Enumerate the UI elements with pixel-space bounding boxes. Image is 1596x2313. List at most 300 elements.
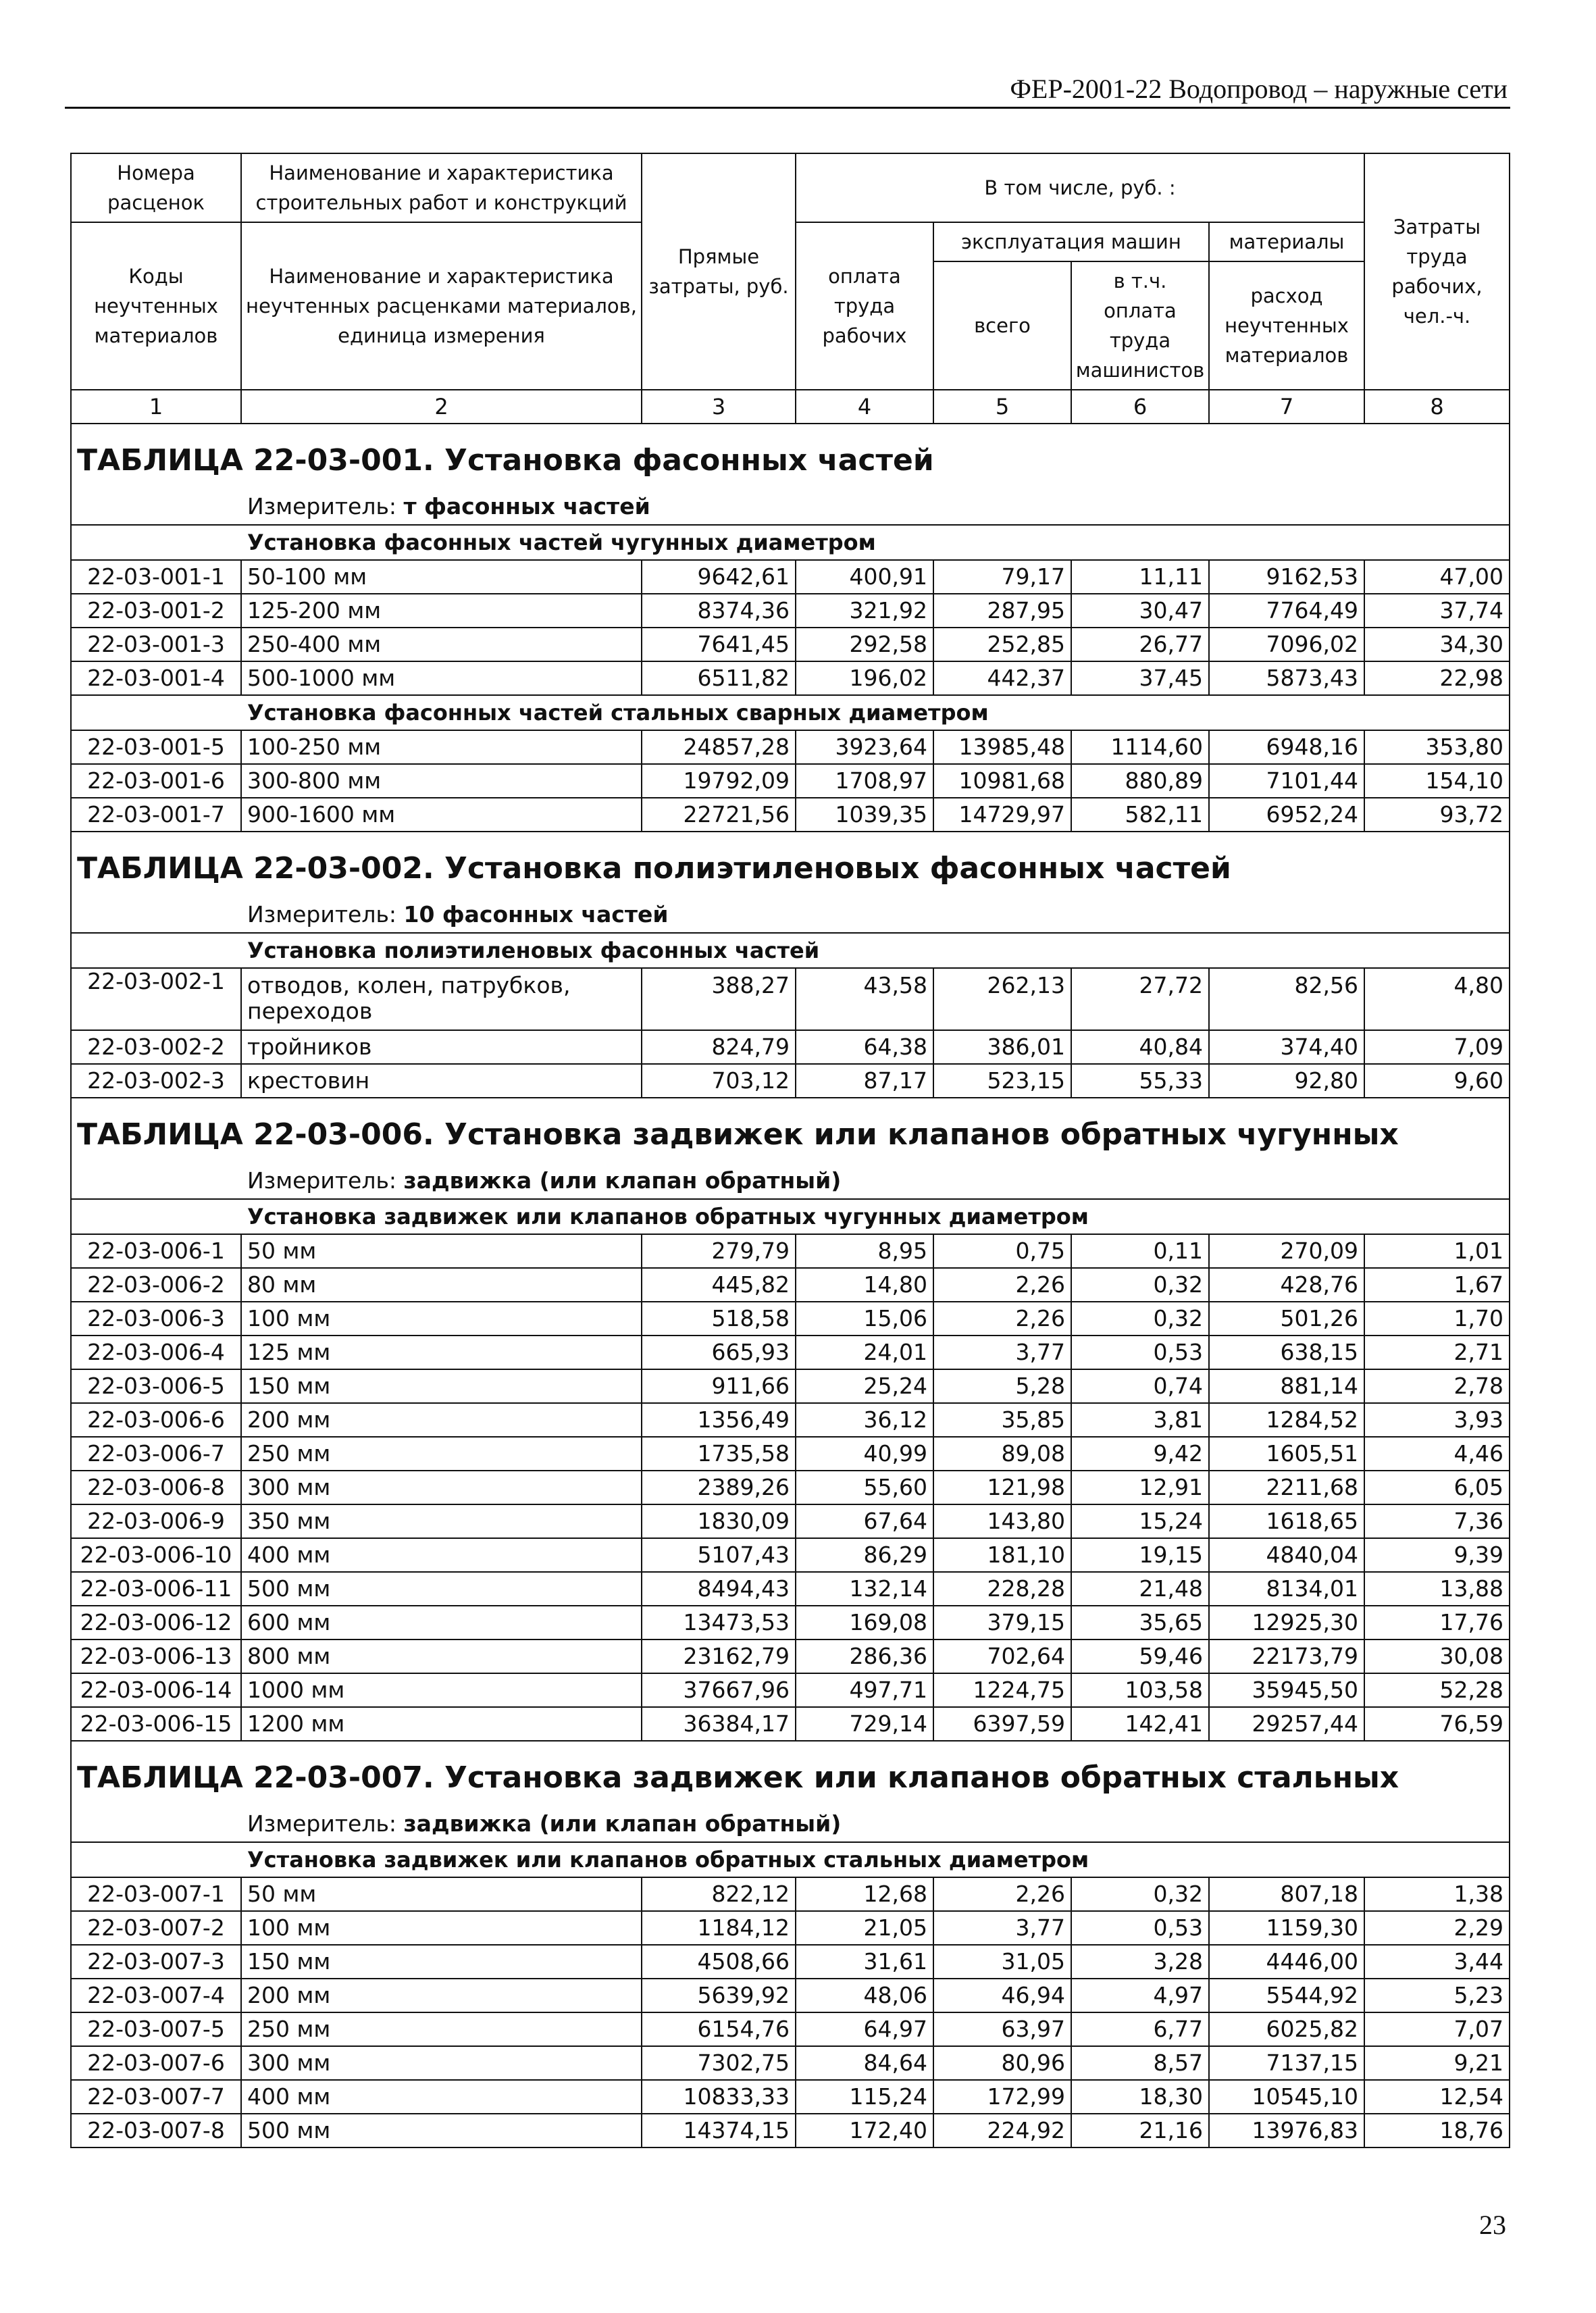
machinist-pay: 0,53 [1071,1336,1209,1369]
machinist-pay: 6,77 [1071,2012,1209,2046]
direct-cost: 518,58 [642,1302,796,1336]
col-number: 6 [1071,390,1209,424]
machines-total: 172,99 [933,2080,1071,2114]
measure-label: Измеритель: [247,1810,404,1837]
measure-row [71,1806,1510,1842]
direct-cost: 22721,56 [642,798,796,832]
direct-cost: 19792,09 [642,764,796,798]
materials-header: материалы [1209,222,1364,261]
materials-cost: 1618,65 [1209,1504,1364,1538]
table-row [71,1606,1510,1640]
col-number: 1 [71,390,241,424]
materials-cost: 638,15 [1209,1336,1364,1369]
labor-hours: 2,71 [1364,1336,1510,1369]
work-name: 250 мм [241,1437,642,1471]
table-row [71,1302,1510,1336]
labor-pay: 497,71 [796,1673,933,1707]
direct-cost: 8374,36 [642,594,796,628]
rate-code: 22-03-006-9 [71,1504,241,1538]
labor-pay: 14,80 [796,1268,933,1302]
machinist-pay: 582,11 [1071,798,1209,832]
labor-pay: 48,06 [796,1979,933,2012]
direct-cost: 445,82 [642,1268,796,1302]
machinist-pay: 9,42 [1071,1437,1209,1471]
work-name: 50-100 мм [241,560,642,594]
labor-hours: 30,08 [1364,1640,1510,1673]
work-name: 125 мм [241,1336,642,1369]
machines-total: 0,75 [933,1234,1071,1268]
labor-hours: 17,76 [1364,1606,1510,1640]
col6-header: в т.ч. оплата труда машинистов [1071,261,1209,390]
labor-pay: 172,40 [796,2114,933,2147]
rate-code: 22-03-001-6 [71,764,241,798]
machinist-pay: 55,33 [1071,1064,1209,1098]
machines-total: 252,85 [933,628,1071,661]
work-name: 400 мм [241,2080,642,2114]
group-subtitle-row [71,695,1510,730]
rate-code: 22-03-006-7 [71,1437,241,1471]
materials-cost: 428,76 [1209,1268,1364,1302]
machinist-pay: 0,53 [1071,1911,1209,1945]
measure-value: т фасонных частей [403,493,650,519]
machines-total: 2,26 [933,1268,1071,1302]
rate-code: 22-03-007-1 [71,1877,241,1911]
table-title: ТАБЛИЦА 22-03-007. Установка задвижек или клапанов обратных стальных [71,1741,1510,1806]
rate-code: 22-03-007-7 [71,2080,241,2114]
machines-total: 1224,75 [933,1673,1071,1707]
labor-pay: 115,24 [796,2080,933,2114]
direct-cost: 1184,12 [642,1911,796,1945]
table-title: ТАБЛИЦА 22-03-002. Установка полиэтиленовых фасонных частей [71,832,1510,897]
labor-hours: 9,39 [1364,1538,1510,1572]
measure-value: задвижка (или клапан обратный) [403,1167,842,1194]
labor-hours: 52,28 [1364,1673,1510,1707]
group-subtitle-cell [71,1199,1510,1234]
col1-bottom-header: Коды неучтенных материалов [71,222,241,390]
group-subtitle-cell [71,1842,1510,1877]
measure-value: 10 фасонных частей [403,901,669,927]
rate-code: 22-03-006-5 [71,1369,241,1403]
materials-cost: 6948,16 [1209,730,1364,764]
direct-cost: 9642,61 [642,560,796,594]
work-name: тройников [241,1030,642,1064]
labor-hours: 1,01 [1364,1234,1510,1268]
table-row [71,594,1510,628]
measure-text [77,1807,841,1841]
materials-cost: 1284,52 [1209,1403,1364,1437]
labor-pay: 1039,35 [796,798,933,832]
labor-pay: 132,14 [796,1572,933,1606]
work-name: 500 мм [241,1572,642,1606]
rate-code: 22-03-006-3 [71,1302,241,1336]
materials-cost: 6025,82 [1209,2012,1364,2046]
materials-cost: 29257,44 [1209,1707,1364,1741]
table-head [71,153,1510,424]
labor-hours: 4,80 [1364,968,1510,1030]
col-number: 2 [241,390,642,424]
table-title: ТАБЛИЦА 22-03-001. Установка фасонных частей [71,424,1510,489]
labor-hours: 9,21 [1364,2046,1510,2080]
labor-hours: 5,23 [1364,1979,1510,2012]
machines-total: 121,98 [933,1471,1071,1504]
direct-cost: 36384,17 [642,1707,796,1741]
table-row [71,1707,1510,1741]
rate-code: 22-03-006-15 [71,1707,241,1741]
rate-code: 22-03-001-4 [71,661,241,695]
materials-cost: 7137,15 [1209,2046,1364,2080]
direct-cost: 2389,26 [642,1471,796,1504]
col-number: 7 [1209,390,1364,424]
machinist-pay: 21,16 [1071,2114,1209,2147]
group-subtitle-row [71,525,1510,560]
labor-hours: 3,44 [1364,1945,1510,1979]
work-name: 300 мм [241,2046,642,2080]
work-name: 150 мм [241,1369,642,1403]
labor-pay: 8,95 [796,1234,933,1268]
direct-cost: 824,79 [642,1030,796,1064]
work-name: крестовин [241,1064,642,1098]
direct-cost: 8494,43 [642,1572,796,1606]
rate-code: 22-03-002-2 [71,1030,241,1064]
labor-pay: 31,61 [796,1945,933,1979]
materials-cost: 22173,79 [1209,1640,1364,1673]
labor-hours: 2,29 [1364,1911,1510,1945]
labor-pay: 1708,97 [796,764,933,798]
machines-total: 379,15 [933,1606,1071,1640]
table-row [71,1945,1510,1979]
materials-cost: 92,80 [1209,1064,1364,1098]
work-name: 100 мм [241,1911,642,1945]
machinist-pay: 18,30 [1071,2080,1209,2114]
labor-hours: 6,05 [1364,1471,1510,1504]
rate-code: 22-03-002-1 [71,968,241,1030]
machines-total: 10981,68 [933,764,1071,798]
group-subtitle-row [71,1842,1510,1877]
direct-cost: 665,93 [642,1336,796,1369]
machines-total: 2,26 [933,1877,1071,1911]
labor-pay: 321,92 [796,594,933,628]
rate-code: 22-03-001-7 [71,798,241,832]
labor-hours: 1,67 [1364,1268,1510,1302]
machinist-pay: 21,48 [1071,1572,1209,1606]
rate-code: 22-03-007-6 [71,2046,241,2080]
group-subtitle-cell [71,695,1510,730]
labor-pay: 169,08 [796,1606,933,1640]
work-name: 125-200 мм [241,594,642,628]
direct-cost: 6511,82 [642,661,796,695]
direct-cost: 703,12 [642,1064,796,1098]
materials-cost: 270,09 [1209,1234,1364,1268]
table-row [71,1979,1510,2012]
materials-cost: 501,26 [1209,1302,1364,1336]
work-name: 500-1000 мм [241,661,642,695]
labor-hours: 12,54 [1364,2080,1510,2114]
machines-total: 523,15 [933,1064,1071,1098]
machines-total: 31,05 [933,1945,1071,1979]
labor-hours: 7,09 [1364,1030,1510,1064]
table-row [71,1911,1510,1945]
machines-total: 3,77 [933,1336,1071,1369]
work-name: 800 мм [241,1640,642,1673]
measure-label: Измеритель: [247,901,404,927]
col7-header: расход неучтенных материалов [1209,261,1364,390]
group-subtitle-row [71,1199,1510,1234]
machines-total: 5,28 [933,1369,1071,1403]
measure-row [71,1163,1510,1199]
table-row [71,1877,1510,1911]
machinist-pay: 27,72 [1071,968,1209,1030]
direct-cost: 24857,28 [642,730,796,764]
labor-pay: 3923,64 [796,730,933,764]
machines-total: 35,85 [933,1403,1071,1437]
work-name: 900-1600 мм [241,798,642,832]
machines-header: эксплуатация машин [933,222,1209,261]
labor-pay: 196,02 [796,661,933,695]
table-row [71,1336,1510,1369]
machinist-pay: 103,58 [1071,1673,1209,1707]
machinist-pay: 3,28 [1071,1945,1209,1979]
rate-code: 22-03-006-11 [71,1572,241,1606]
work-name: 350 мм [241,1504,642,1538]
col-number: 8 [1364,390,1510,424]
machinist-pay: 0,32 [1071,1302,1209,1336]
materials-cost: 5873,43 [1209,661,1364,695]
machinist-pay: 3,81 [1071,1403,1209,1437]
col5-header: всего [933,261,1071,390]
table-row [71,1369,1510,1403]
labor-hours: 13,88 [1364,1572,1510,1606]
labor-pay: 43,58 [796,968,933,1030]
labor-hours: 2,78 [1364,1369,1510,1403]
direct-cost: 13473,53 [642,1606,796,1640]
machines-total: 3,77 [933,1911,1071,1945]
rate-code: 22-03-002-3 [71,1064,241,1098]
machinist-pay: 880,89 [1071,764,1209,798]
labor-hours: 9,60 [1364,1064,1510,1098]
direct-cost: 911,66 [642,1369,796,1403]
materials-cost: 9162,53 [1209,560,1364,594]
machines-total: 143,80 [933,1504,1071,1538]
table-row [71,1572,1510,1606]
machinist-pay: 15,24 [1071,1504,1209,1538]
direct-cost: 5107,43 [642,1538,796,1572]
col4-header: оплата труда рабочих [796,222,933,390]
rate-code: 22-03-007-8 [71,2114,241,2147]
machinist-pay: 59,46 [1071,1640,1209,1673]
machines-total: 80,96 [933,2046,1071,2080]
rate-code: 22-03-007-5 [71,2012,241,2046]
machines-total: 181,10 [933,1538,1071,1572]
direct-cost: 1356,49 [642,1403,796,1437]
machinist-pay: 30,47 [1071,594,1209,628]
machines-total: 2,26 [933,1302,1071,1336]
labor-hours: 7,07 [1364,2012,1510,2046]
measure-text [77,490,650,524]
machines-total: 79,17 [933,560,1071,594]
materials-cost: 7096,02 [1209,628,1364,661]
rate-code: 22-03-006-12 [71,1606,241,1640]
table-row [71,628,1510,661]
col-number: 5 [933,390,1071,424]
labor-hours: 154,10 [1364,764,1510,798]
labor-hours: 37,74 [1364,594,1510,628]
work-name: 150 мм [241,1945,642,1979]
materials-cost: 7101,44 [1209,764,1364,798]
table-row [71,1538,1510,1572]
header-rule [65,107,1510,109]
measure-cell [71,1806,1510,1842]
direct-cost: 7302,75 [642,2046,796,2080]
labor-pay: 40,99 [796,1437,933,1471]
labor-hours: 1,38 [1364,1877,1510,1911]
work-name: 50 мм [241,1877,642,1911]
rate-code: 22-03-001-1 [71,560,241,594]
machines-total: 287,95 [933,594,1071,628]
direct-cost: 14374,15 [642,2114,796,2147]
group-subtitle-row [71,933,1510,968]
measure-text [77,1164,841,1198]
group-subtitle: Установка задвижек или клапанов обратных чугунных диаметром [247,1204,1089,1229]
table-row [71,1268,1510,1302]
materials-cost: 4446,00 [1209,1945,1364,1979]
labor-pay: 400,91 [796,560,933,594]
table-title: ТАБЛИЦА 22-03-006. Установка задвижек или клапанов обратных чугунных [71,1098,1510,1163]
labor-pay: 24,01 [796,1336,933,1369]
labor-hours: 7,36 [1364,1504,1510,1538]
work-name: 100 мм [241,1302,642,1336]
labor-hours: 47,00 [1364,560,1510,594]
machinist-pay: 35,65 [1071,1606,1209,1640]
work-name: 300-800 мм [241,764,642,798]
machinist-pay: 8,57 [1071,2046,1209,2080]
work-name: 500 мм [241,2114,642,2147]
col-number: 4 [796,390,933,424]
direct-cost: 10833,33 [642,2080,796,2114]
rate-code: 22-03-006-14 [71,1673,241,1707]
labor-pay: 36,12 [796,1403,933,1437]
labor-pay: 286,36 [796,1640,933,1673]
machines-total: 702,64 [933,1640,1071,1673]
table-row [71,1030,1510,1064]
labor-pay: 84,64 [796,2046,933,2080]
col8-header: Затраты труда рабочих, чел.-ч. [1364,153,1510,390]
machines-total: 63,97 [933,2012,1071,2046]
measure-text [77,898,669,932]
machinist-pay: 40,84 [1071,1030,1209,1064]
rate-code: 22-03-001-3 [71,628,241,661]
rate-code: 22-03-006-8 [71,1471,241,1504]
materials-cost: 2211,68 [1209,1471,1364,1504]
work-name: отводов, колен, патрубков, переходов [241,968,642,1030]
machines-total: 224,92 [933,2114,1071,2147]
machinist-pay: 0,74 [1071,1369,1209,1403]
machinist-pay: 4,97 [1071,1979,1209,2012]
machines-total: 228,28 [933,1572,1071,1606]
table-row [71,2012,1510,2046]
labor-hours: 93,72 [1364,798,1510,832]
labor-pay: 21,05 [796,1911,933,1945]
materials-cost: 5544,92 [1209,1979,1364,2012]
rate-code: 22-03-007-2 [71,1911,241,1945]
machinist-pay: 12,91 [1071,1471,1209,1504]
work-name: 200 мм [241,1979,642,2012]
measure-label: Измеритель: [247,493,404,519]
table-body [71,424,1510,2147]
labor-hours: 4,46 [1364,1437,1510,1471]
work-name: 250 мм [241,2012,642,2046]
machines-total: 262,13 [933,968,1071,1030]
work-name: 600 мм [241,1606,642,1640]
group-subtitle: Установка задвижек или клапанов обратных стальных диаметром [247,1847,1089,1873]
table-row [71,1640,1510,1673]
work-name: 100-250 мм [241,730,642,764]
machinist-pay: 19,15 [1071,1538,1209,1572]
labor-pay: 67,64 [796,1504,933,1538]
labor-pay: 86,29 [796,1538,933,1572]
table-title-row [71,424,1510,489]
direct-cost: 1830,09 [642,1504,796,1538]
machinist-pay: 37,45 [1071,661,1209,695]
table-row [71,764,1510,798]
table-row [71,560,1510,594]
group-subtitle-cell [71,933,1510,968]
rate-code: 22-03-006-10 [71,1538,241,1572]
machines-total: 386,01 [933,1030,1071,1064]
machinist-pay: 0,32 [1071,1268,1209,1302]
measure-value: задвижка (или клапан обратный) [403,1810,842,1837]
labor-pay: 292,58 [796,628,933,661]
measure-cell [71,897,1510,933]
labor-pay: 729,14 [796,1707,933,1741]
machines-total: 442,37 [933,661,1071,695]
machines-total: 89,08 [933,1437,1071,1471]
work-name: 1000 мм [241,1673,642,1707]
direct-cost: 388,27 [642,968,796,1030]
direct-cost: 23162,79 [642,1640,796,1673]
work-name: 80 мм [241,1268,642,1302]
direct-cost: 822,12 [642,1877,796,1911]
measure-row [71,489,1510,525]
table-row [71,1064,1510,1098]
direct-cost: 4508,66 [642,1945,796,1979]
labor-pay: 15,06 [796,1302,933,1336]
price-table [70,153,1510,2148]
col2-bottom-header: Наименование и характеристика неучтенных расценками материалов, единица измерения [241,222,642,390]
direct-cost: 279,79 [642,1234,796,1268]
labor-pay: 87,17 [796,1064,933,1098]
labor-hours: 76,59 [1364,1707,1510,1741]
group-subtitle: Установка фасонных частей чугунных диаметром [247,530,876,555]
group-subtitle: Установка фасонных частей стальных сварных диаметром [247,700,989,726]
direct-cost: 5639,92 [642,1979,796,2012]
labor-pay: 12,68 [796,1877,933,1911]
materials-cost: 1159,30 [1209,1911,1364,1945]
labor-hours: 353,80 [1364,730,1510,764]
table-row [71,1504,1510,1538]
table-row [71,1403,1510,1437]
materials-cost: 13976,83 [1209,2114,1364,2147]
work-name: 50 мм [241,1234,642,1268]
table-row [71,1471,1510,1504]
machinist-pay: 11,11 [1071,560,1209,594]
table-row [71,968,1510,1030]
work-name: 250-400 мм [241,628,642,661]
table-row [71,661,1510,695]
machinist-pay: 26,77 [1071,628,1209,661]
rate-code: 22-03-006-13 [71,1640,241,1673]
document-header: ФЕР-2001-22 Водопровод – наружные сети [1010,74,1508,104]
rate-code: 22-03-001-5 [71,730,241,764]
